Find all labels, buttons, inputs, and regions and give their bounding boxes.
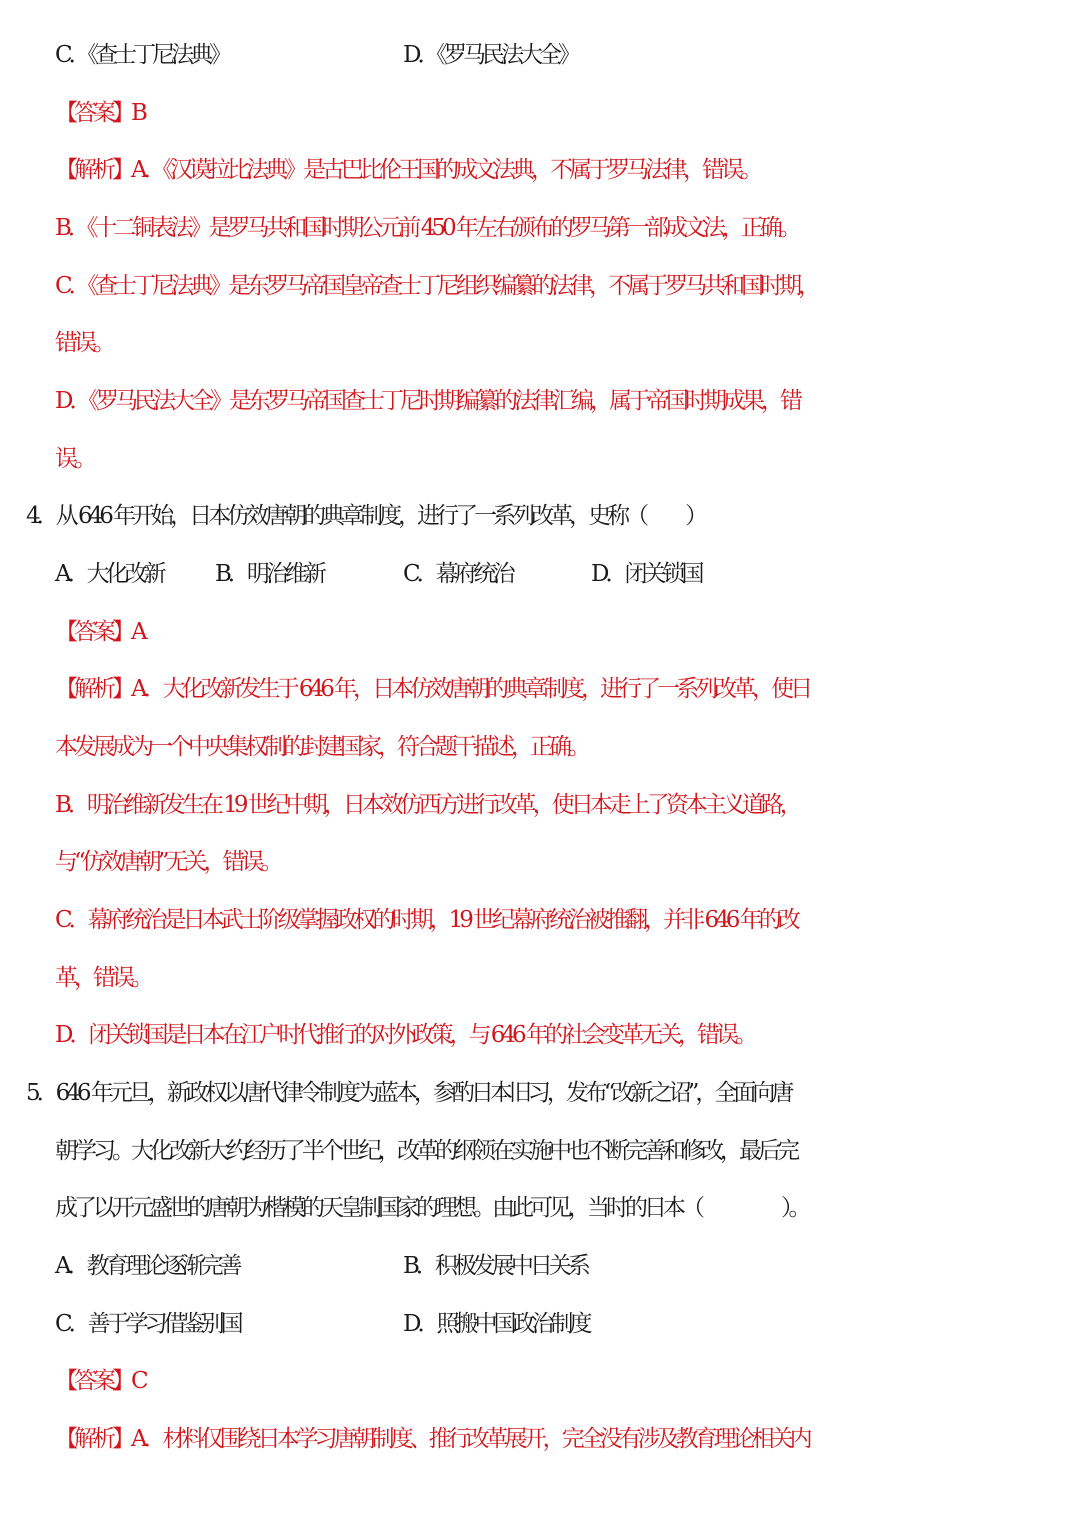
q3-analysis-a [0,150,1080,190]
q4-option-a: A．大化改新 [55,561,163,587]
q5-stem-line3 [0,1188,1080,1228]
q5-stem-line1: 5．646 年元旦，新政权以唐代律令制度为蓝本，参酌日本旧习，发布“改新之诏”，全面向唐 [26,1080,791,1106]
analysis-text: A．《汉谟拉比法典》是古巴比伦王国的成文法典，不属于罗马法律，错误。 [131,157,760,183]
q4-analysis-b-line1: B．明治维新发生在 19 世纪中期，日本效仿西方进行改革，使日本走上了资本主义道路， [55,792,799,818]
q5-options-cd [0,1304,1080,1344]
q4-analysis-c-line1: C．幕府统治是日本武士阶级掌握政权的时期，19 世纪幕府统治被推翻，并非 646 年的改 [55,907,797,933]
answer-label: 【答案】 [55,100,131,126]
q3-analysis-c-line1: C．《查士丁尼法典》是东罗马帝国皇帝查士丁尼组织编纂的法律，不属于罗马共和国时期， [55,273,818,299]
q4-answer [0,612,1080,652]
q3-analysis-c-line2: 错误。 [55,330,112,356]
q4-options [0,554,1080,594]
stem-close: ）。 [781,1195,808,1221]
q4-option-c: C．幕府统治 [403,561,512,587]
q3-analysis-d-line1: D．《罗马民法大全》是东罗马帝国查士丁尼时期编纂的法律汇编，属于帝国时期成果，错 [55,388,799,414]
q4-analysis-d: D．闭关锁国是日本在江户时代推行的对外政策，与 646 年的社会变革无关，错误。 [55,1022,754,1048]
answer-value: C [131,1368,145,1394]
q4-option-b: B．明治维新 [215,561,323,587]
stem-text: 4．从 646 年开始，日本仿效唐朝的典章制度，进行了一系列改革，史称（ [26,503,646,529]
analysis-text: A．大化改新发生于 646 年，日本仿效唐朝的典章制度，进行了一系列改革，使日 [131,676,810,702]
q5-options-ab [0,1246,1080,1286]
analysis-label: 【解析】 [55,157,131,183]
q5-answer [0,1361,1080,1401]
answer-label: 【答案】 [55,1368,131,1394]
q4-stem [0,496,1080,536]
q3-answer [0,93,1080,133]
q4-option-d: D．闭关锁国 [591,561,701,587]
q3-option-c: C．《查士丁尼法典》 [55,42,229,68]
q5-stem-line2: 朝学习。大化改新大约经历了半个世纪，改革的纲领在实施中也不断完善和修改，最后完 [55,1138,796,1164]
answer-label: 【答案】 [55,619,131,645]
analysis-text: A．材料仅围绕日本学习唐朝制度、推行改革展开，完全没有涉及教育理论相关内 [131,1426,809,1452]
q5-analysis-a-line1 [0,1419,1080,1459]
q5-option-b: B．积极发展中日关系 [403,1253,587,1279]
q3-analysis-d-line2: 误。 [55,446,93,472]
analysis-label: 【解析】 [55,1426,131,1452]
q4-analysis-b-line2: 与“仿效唐朝”无关，错误。 [55,849,280,875]
q3-option-d: D．《罗马民法大全》 [403,42,577,68]
answer-value: B [131,100,144,126]
q4-analysis-a-line2: 本发展成为一个中央集权制的封建国家，符合题干描述，正确。 [55,734,587,760]
q3-options-cd [0,35,1080,75]
q4-analysis-c-line2: 革，错误。 [55,965,150,991]
q5-option-a: A．教育理论逐渐完善 [55,1253,239,1279]
stem-close: ） [685,503,705,529]
q5-option-c: C．善于学习借鉴别国 [55,1311,240,1337]
q3-analysis-b: B．《十二铜表法》是罗马共和国时期公元前 450 年左右颁布的罗马第一部成文法，正确。 [55,215,798,241]
analysis-label: 【解析】 [55,676,131,702]
stem-text: 成了以开元盛世的唐朝为楷模的天皇制国家的理想。由此可见，当时的日本（ [55,1195,701,1221]
q5-option-d: D．照搬中国政治制度 [403,1311,589,1337]
answer-value: A [131,619,144,645]
q4-analysis-a-line1 [0,669,1080,709]
